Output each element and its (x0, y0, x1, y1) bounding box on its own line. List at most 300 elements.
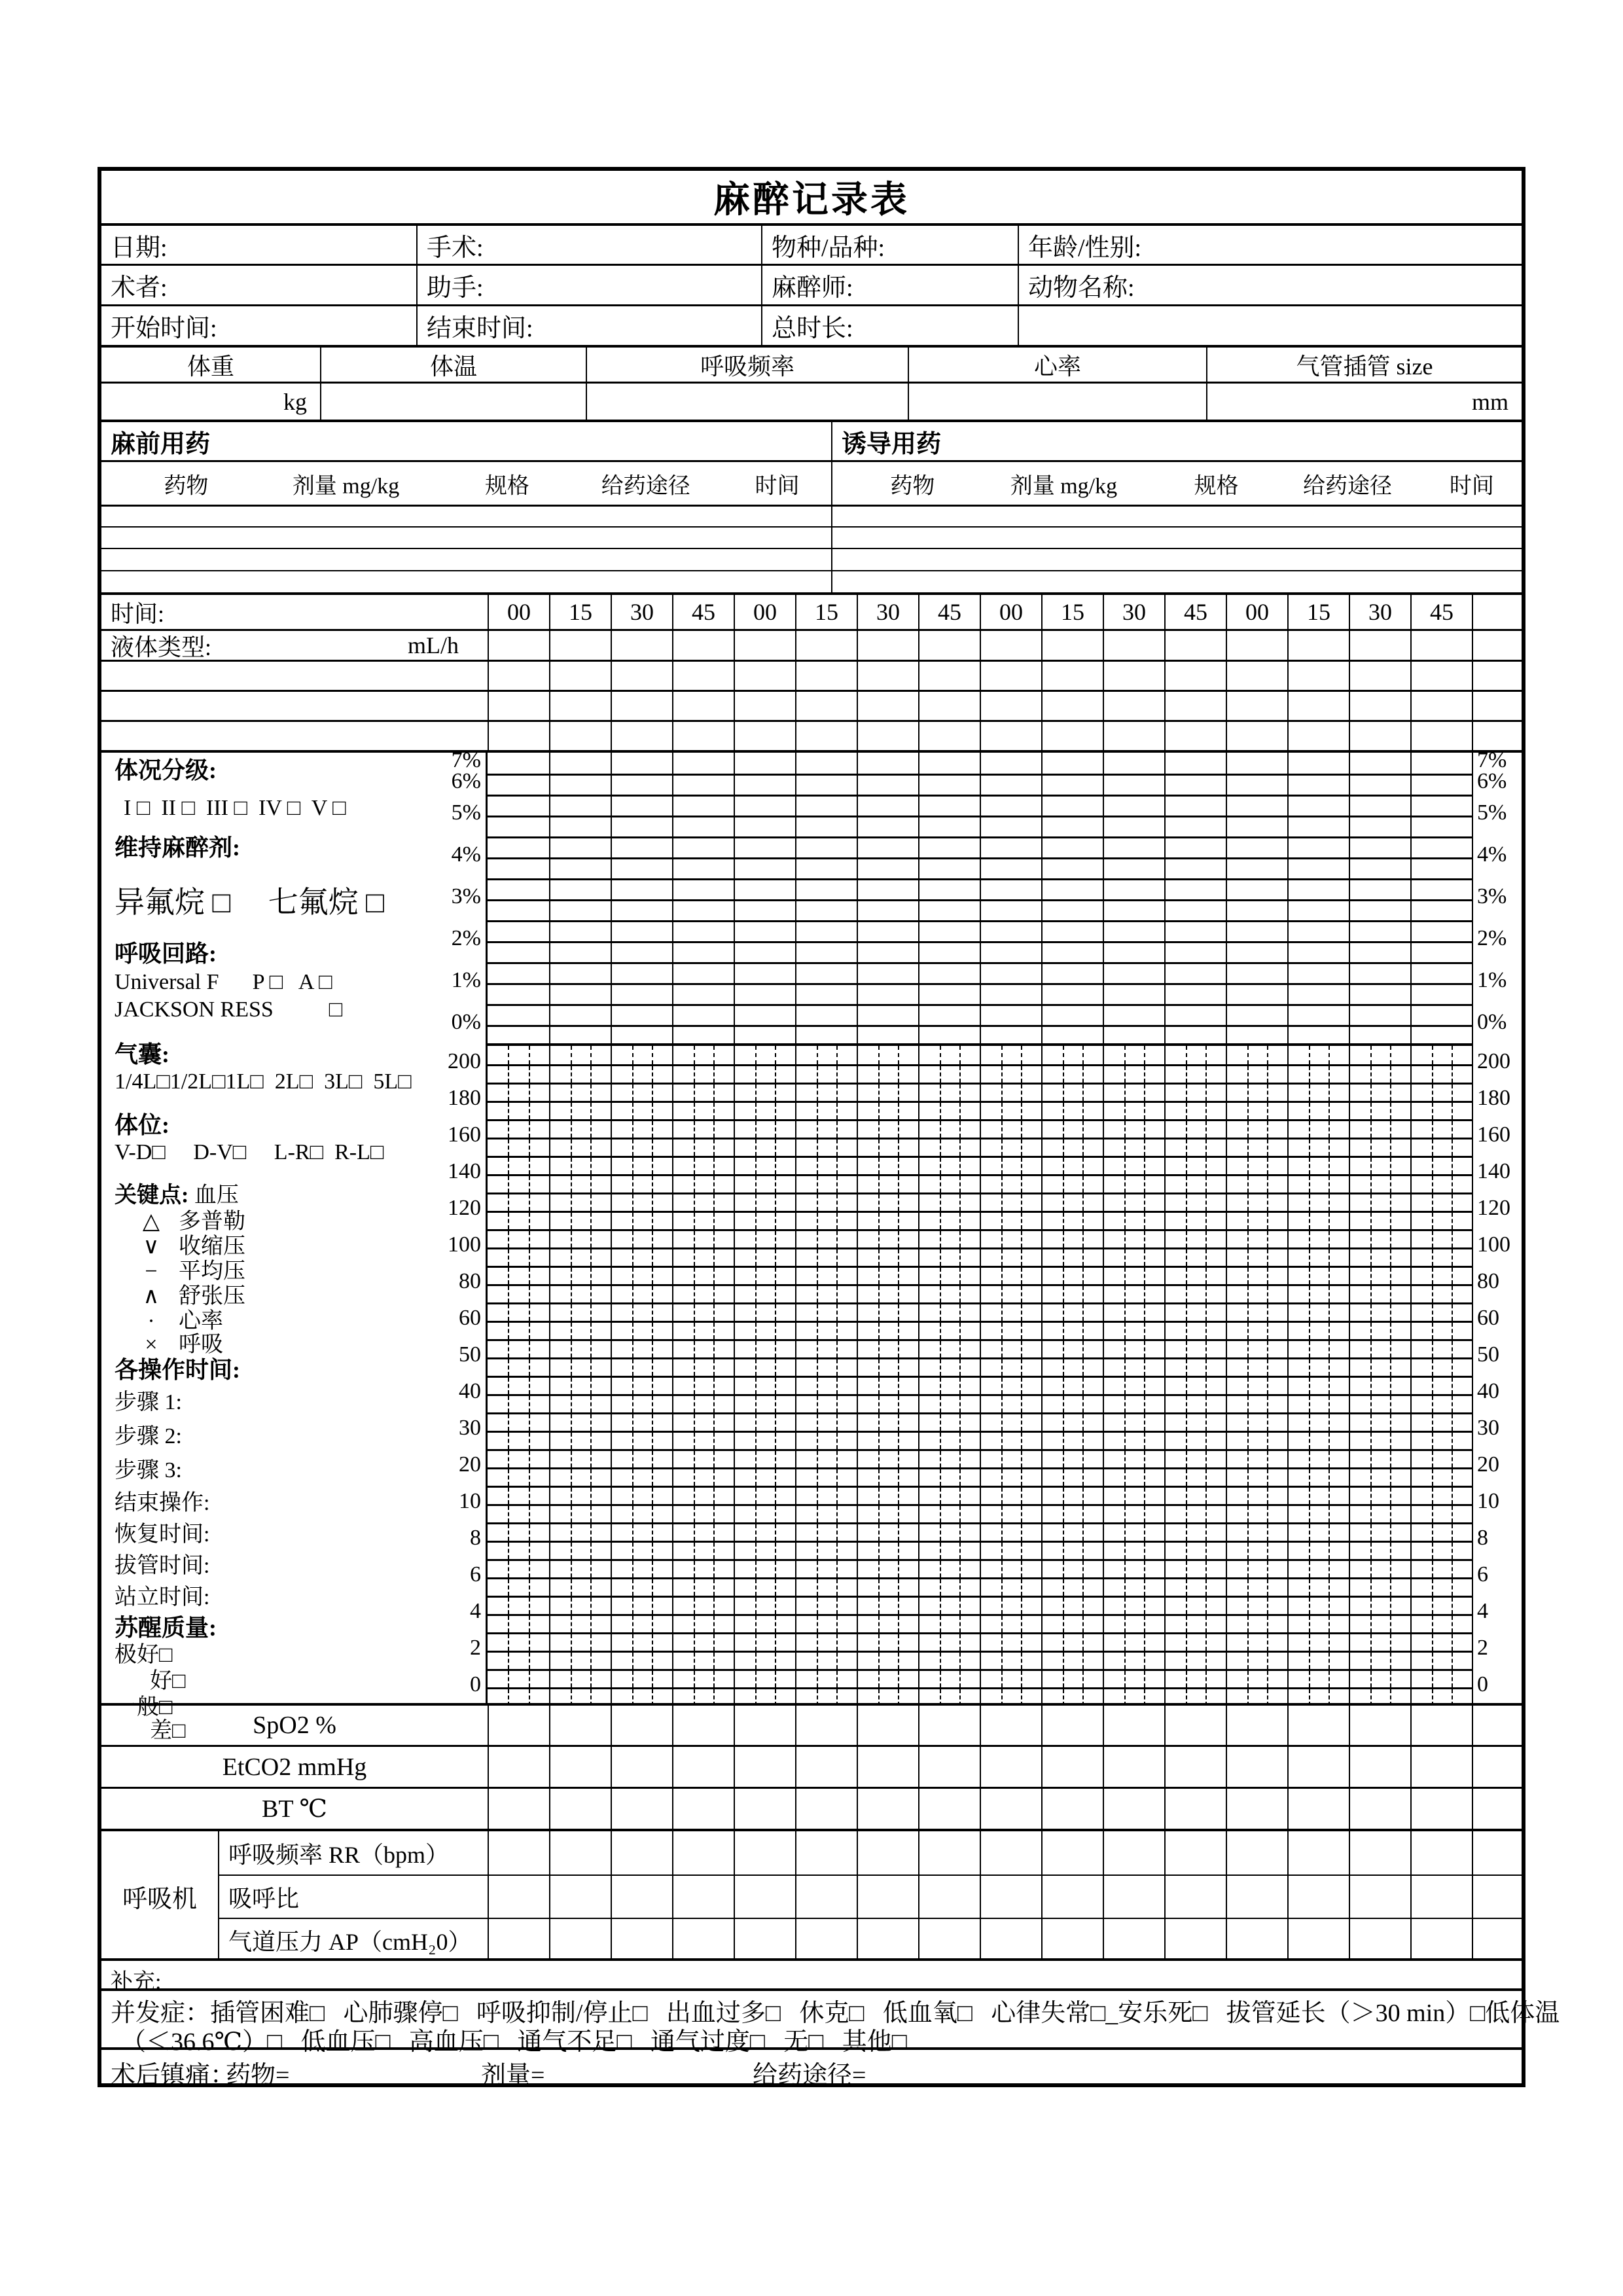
chart-grid-cell (857, 1431, 918, 1449)
weight-unit: kg (283, 388, 307, 415)
chart-grid-cell (918, 1632, 980, 1651)
chart-grid-cell (1164, 1211, 1226, 1229)
ventilator-value-cell (611, 1919, 672, 1961)
chart-grid-cell (980, 1357, 1041, 1376)
chart-grid-cell (1103, 1321, 1164, 1339)
monitor-value-cell (611, 1747, 672, 1787)
chart-grid-cell (1410, 1394, 1472, 1412)
chart-grid-cell (672, 857, 734, 878)
chart-grid-cell (1041, 1651, 1103, 1669)
chart-grid-cell (1103, 899, 1164, 920)
ventilator-value-cell (1349, 1919, 1410, 1961)
sidebar-item: 结束操作: (115, 1491, 210, 1515)
chart-grid-cell (857, 1577, 918, 1596)
row-tail-cell (1472, 595, 1522, 629)
chart-grid-cell (795, 1412, 857, 1431)
chart-grid-cell (611, 1449, 672, 1467)
chart-grid-cell (1164, 1522, 1226, 1541)
medication-entry-cell (101, 507, 831, 526)
chart-grid-cell (795, 1632, 857, 1651)
fluid-row-cell (488, 631, 549, 660)
chart-grid-cell (1349, 1284, 1410, 1302)
chart-grid-cell (1041, 795, 1103, 816)
medication-column-header-group (101, 462, 831, 505)
chart-grid-cell (857, 1357, 918, 1376)
chart-grid-cell (795, 1004, 857, 1025)
row-tail-cell (1472, 722, 1522, 750)
chart-grid-cell (980, 1486, 1041, 1504)
chart-grid-cell (488, 878, 549, 899)
fluid-blank-row-cell (734, 692, 795, 720)
ventilator-value-cell (734, 1919, 795, 1961)
medication-blank-row (101, 505, 1522, 526)
chart-grid-cell (1349, 1376, 1410, 1394)
chart-grid-cell (549, 920, 611, 941)
chart-grid-cell (980, 1541, 1041, 1559)
info-field (1018, 306, 1522, 345)
chart-grid-cell (549, 983, 611, 1004)
chart-grid-cell (1226, 1669, 1287, 1687)
legend-label: 平均压 (179, 1259, 245, 1283)
fluid-row-cell (1103, 631, 1164, 660)
ventilator-value-cell (1164, 1919, 1226, 1961)
chart-grid-cell (795, 1467, 857, 1486)
chart-grid-cell (1349, 1119, 1410, 1138)
fluid-blank-row-cell (1226, 662, 1287, 690)
monitor-value-cell (1226, 1747, 1287, 1787)
chart-grid-cell (857, 1211, 918, 1229)
numeric-scale-label-right: 2 (1477, 1636, 1488, 1660)
fluid-row-cell (672, 631, 734, 660)
chart-grid-cell (549, 1522, 611, 1541)
chart-grid-cell (1164, 1083, 1226, 1101)
monitor-row-label: SpO2 % (253, 1712, 336, 1739)
chart-grid-cell (918, 1229, 980, 1247)
chart-grid-cell (1287, 1156, 1349, 1174)
chart-grid-cell (1349, 878, 1410, 899)
ventilator-value-cell (1226, 1919, 1287, 1961)
chart-grid-cell (672, 1156, 734, 1174)
chart-grid-cell (734, 753, 795, 774)
numeric-scale-label-right: 200 (1477, 1049, 1510, 1073)
chart-grid-cell (857, 1156, 918, 1174)
time-row-cell: 30 (611, 595, 672, 629)
chart-grid-cell (1226, 1394, 1287, 1412)
chart-grid-cell (611, 1284, 672, 1302)
time-row-cell: 45 (1410, 595, 1472, 629)
info-field: 结束时间: (416, 306, 761, 345)
ventilator-value-cell (980, 1876, 1041, 1918)
ventilator-label: 呼吸机 (101, 1831, 219, 1961)
chart-grid-cell (1410, 1596, 1472, 1614)
chart-grid-cell (734, 1632, 795, 1651)
chart-grid-cell (1103, 1046, 1164, 1064)
legend-label: 收缩压 (179, 1234, 245, 1259)
monitor-value-cell (918, 1789, 980, 1829)
chart-grid-cell (857, 1632, 918, 1651)
chart-grid-cell (549, 1669, 611, 1687)
chart-grid-cell (1287, 1064, 1349, 1083)
chart-grid-cell (549, 1412, 611, 1431)
ventilator-value-cell (734, 1876, 795, 1918)
chart-grid-cell (611, 1004, 672, 1025)
medication-entry-cell (831, 571, 1522, 592)
chart-grid-cell (1041, 1046, 1103, 1064)
chart-grid-cell (795, 1486, 857, 1504)
percent-scale-label-left: 2% (451, 926, 481, 950)
chart-grid-cell (795, 1669, 857, 1687)
ventilator-value-cell (795, 1831, 857, 1874)
chart-grid-cell (1287, 774, 1349, 795)
chart-grid-cell (1164, 1467, 1226, 1486)
ventilator-value-cell (1041, 1876, 1103, 1918)
chart-grid-cell (1287, 899, 1349, 920)
chart-grid-cell (980, 816, 1041, 836)
ventilator-value-cell (1103, 1919, 1164, 1961)
chart-grid-cell (857, 1284, 918, 1302)
chart-grid-cell (795, 899, 857, 920)
chart-grid-cell (918, 1247, 980, 1266)
row-tail-cell (1472, 662, 1522, 690)
chart-grid-cell (1287, 857, 1349, 878)
chart-grid-cell (1226, 1431, 1287, 1449)
chart-grid-cell (857, 1669, 918, 1687)
chart-grid-cell (1041, 1284, 1103, 1302)
chart-grid-cell (1410, 1119, 1472, 1138)
chart-grid-cell (1287, 1083, 1349, 1101)
fluid-blank-row-cell (795, 722, 857, 750)
chart-grid-cell (1287, 1486, 1349, 1504)
chart-grid-cell (549, 1229, 611, 1247)
chart-grid-cell (795, 941, 857, 962)
numeric-scale-label-right: 50 (1477, 1342, 1499, 1367)
time-row-cell: 45 (1164, 595, 1226, 629)
chart-grid-cell (795, 1101, 857, 1119)
chart-grid-cell (488, 1101, 549, 1119)
chart-grid-cell (1287, 962, 1349, 983)
chart-grid-cell (1041, 857, 1103, 878)
chart-grid-cell (1226, 1119, 1287, 1138)
monitor-row (101, 1703, 1522, 1745)
chart-grid-cell (1410, 920, 1472, 941)
info-field: 总时长: (761, 306, 1018, 345)
chart-grid-cell (1410, 816, 1472, 836)
chart-grid-cell (1349, 1004, 1410, 1025)
numeric-scale-label-left: 2 (470, 1636, 481, 1660)
chart-grid-cell (1164, 1504, 1226, 1522)
chart-grid-cell (857, 1119, 918, 1138)
ventilator-value-cell (1103, 1831, 1164, 1874)
numeric-scale-label-left: 4 (470, 1599, 481, 1623)
form-title: 麻醉记录表 (713, 180, 910, 221)
medication-column-label: 规格 (1194, 474, 1239, 498)
percent-scale-label-left: 1% (451, 968, 481, 992)
percent-scale-label-left: 3% (451, 884, 481, 908)
chart-grid-cell (1410, 983, 1472, 1004)
chart-grid-cell (734, 1004, 795, 1025)
chart-grid-cell (1164, 1247, 1226, 1266)
medication-entry-cell (101, 549, 831, 570)
chart-grid-cell (1410, 1632, 1472, 1651)
monitor-row (101, 1787, 1522, 1829)
chart-grid-cell (1287, 1669, 1349, 1687)
chart-grid-cell (1041, 1412, 1103, 1431)
chart-grid-cell (549, 1596, 611, 1614)
chart-grid-cell (488, 753, 549, 774)
chart-grid-cell (488, 1156, 549, 1174)
percent-scale-label-left: 0% (451, 1010, 481, 1034)
fluid-blank-row-cell (918, 722, 980, 750)
chart-grid-cell (1349, 983, 1410, 1004)
chart-grid-cell (1349, 1247, 1410, 1266)
tube-unit: mm (1206, 384, 1522, 420)
chart-grid-cell (1287, 1321, 1349, 1339)
medication-section-title: 麻前用药 (111, 430, 211, 458)
chart-grid-cell (795, 1541, 857, 1559)
chart-grid-cell (857, 1449, 918, 1467)
monitor-value-cell (980, 1706, 1041, 1745)
chart-grid-cell (488, 816, 549, 836)
chart-grid-cell (1410, 836, 1472, 857)
chart-grid-cell (1410, 1083, 1472, 1101)
chart-grid-cell (549, 1339, 611, 1357)
chart-grid-cell (918, 1302, 980, 1321)
sidebar-item: 好□ (150, 1669, 186, 1693)
chart-grid-cell (1226, 1229, 1287, 1247)
chart-grid-cell (1349, 1339, 1410, 1357)
chart-grid-cell (795, 816, 857, 836)
chart-grid-cell (549, 1467, 611, 1486)
monitor-value-cell (795, 1789, 857, 1829)
chart-grid-cell (1103, 774, 1164, 795)
fluid-blank-row (101, 690, 1522, 720)
chart-grid-cell (918, 1614, 980, 1632)
chart-grid-cell (1349, 1302, 1410, 1321)
chart-grid-cell (918, 816, 980, 836)
chart-grid-cell (734, 1541, 795, 1559)
ventilator-value-cell (672, 1919, 734, 1961)
chart-grid-cell (1226, 1247, 1287, 1266)
chart-grid-cell (734, 1138, 795, 1156)
chart-grid-cell (1349, 836, 1410, 857)
chart-grid-cell (1349, 1541, 1410, 1559)
chart-grid-cell (1349, 1412, 1410, 1431)
vitals-chart-grid (488, 1043, 1472, 1703)
chart-grid-cell (1349, 1156, 1410, 1174)
fluid-blank-row-cell (918, 662, 980, 690)
chart-grid-cell (1410, 1229, 1472, 1247)
chart-grid-cell (980, 1193, 1041, 1211)
chart-grid-cell (857, 1247, 918, 1266)
numeric-scale-label-right: 160 (1477, 1122, 1510, 1147)
chart-grid-cell (1041, 1449, 1103, 1467)
chart-grid-cell (611, 1211, 672, 1229)
chart-grid-cell (734, 1651, 795, 1669)
monitor-row (101, 1745, 1522, 1787)
medication-columns-row (101, 460, 1522, 505)
chart-grid-cell (795, 1449, 857, 1467)
chart-grid-cell (1226, 1541, 1287, 1559)
fluid-blank-row-cell (488, 692, 549, 720)
chart-grid-cell (549, 1449, 611, 1467)
chart-grid-cell (918, 1211, 980, 1229)
chart-grid-cell (1103, 878, 1164, 899)
chart-grid-cell (1349, 1522, 1410, 1541)
chart-grid-cell (1041, 1064, 1103, 1083)
chart-grid-cell (488, 1138, 549, 1156)
chart-grid-cell (734, 1412, 795, 1431)
monitor-value-cell (734, 1747, 795, 1787)
chart-grid-cell (549, 795, 611, 816)
medication-entry-cell (831, 528, 1522, 548)
ventilator-value-cell (1410, 1876, 1472, 1918)
chart-grid-cell (857, 1467, 918, 1486)
ventilator-value-cell (857, 1919, 918, 1961)
chart-grid-cell (918, 1504, 980, 1522)
percent-scale-label-right: 7% (1477, 748, 1507, 772)
chart-grid-cell (1103, 1302, 1164, 1321)
chart-grid-cell (1164, 816, 1226, 836)
chart-grid-cell (672, 753, 734, 774)
chart-grid-cell (1164, 1284, 1226, 1302)
chart-grid-cell (918, 1119, 980, 1138)
chart-grid-cell (1287, 983, 1349, 1004)
chart-grid-cell (611, 983, 672, 1004)
fluid-row-cell (549, 631, 611, 660)
chart-grid-cell (1103, 1596, 1164, 1614)
chart-grid-cell (672, 1486, 734, 1504)
monitor-value-cell (1349, 1789, 1410, 1829)
chart-grid-cell (1410, 1559, 1472, 1577)
chart-grid-cell (1164, 1577, 1226, 1596)
ventilator-value-cell (1410, 1831, 1472, 1874)
medication-column-header-group (831, 462, 1523, 505)
chart-grid-cell (1041, 1669, 1103, 1687)
chart-grid-cell (795, 1339, 857, 1357)
monitor-value-cell (488, 1789, 549, 1829)
chart-grid-cell (980, 1596, 1041, 1614)
chart-grid-cell (549, 816, 611, 836)
chart-grid-cell (488, 1504, 549, 1522)
numeric-scale-label-left: 30 (459, 1416, 481, 1440)
medication-column-label: 规格 (484, 474, 529, 498)
chart-grid-cell (734, 1486, 795, 1504)
ventilator-value-cell (672, 1876, 734, 1918)
chart-grid-cell (857, 1266, 918, 1284)
chart-grid-cell (672, 1247, 734, 1266)
chart-grid-cell (857, 1486, 918, 1504)
chart-grid-cell (980, 878, 1041, 899)
chart-grid-cell (1164, 962, 1226, 983)
time-row-cell: 45 (918, 595, 980, 629)
medication-column-label: 剂量 mg/kg (1010, 474, 1118, 498)
chart-grid-cell (549, 753, 611, 774)
chart-grid-cell (1164, 1321, 1226, 1339)
chart-grid-cell (1103, 941, 1164, 962)
chart-grid-cell (1226, 1467, 1287, 1486)
chart-grid-cell (857, 920, 918, 941)
ventilator-row (219, 1918, 1522, 1961)
chart-grid-cell (734, 1467, 795, 1486)
chart-grid-cell (1164, 1119, 1226, 1138)
legend-symbol: · (147, 1309, 155, 1333)
fluid-blank-row-cell (1287, 722, 1349, 750)
chart-grid-cell (488, 1321, 549, 1339)
chart-grid-cell (1103, 1156, 1164, 1174)
chart-grid-cell (857, 1174, 918, 1193)
vitals-value (908, 384, 1206, 420)
chart-grid-cell (672, 1449, 734, 1467)
chart-grid-cell (1164, 941, 1226, 962)
medication-blank-row (101, 526, 1522, 548)
chart-grid-cell (1041, 1504, 1103, 1522)
chart-grid-cell (1164, 899, 1226, 920)
chart-grid-cell (1164, 857, 1226, 878)
chart-grid-cell (611, 1522, 672, 1541)
fluid-row-cell (1164, 631, 1226, 660)
chart-grid-cell (1287, 1101, 1349, 1119)
fluid-blank-row-cell (1349, 692, 1410, 720)
chart-grid-cell (1287, 1266, 1349, 1284)
chart-grid-cell (1226, 1004, 1287, 1025)
monitor-value-cell (1164, 1747, 1226, 1787)
chart-grid-cell (918, 1467, 980, 1486)
percent-scale-label-left: 6% (451, 769, 481, 793)
chart-grid-cell (795, 1174, 857, 1193)
fluid-row-cell (980, 631, 1041, 660)
chart-grid-cell (611, 1339, 672, 1357)
monitor-value-cell (1287, 1747, 1349, 1787)
ventilator-value-cell (734, 1831, 795, 1874)
chart-grid-cell (1103, 1064, 1164, 1083)
chart-grid-cell (549, 1247, 611, 1266)
chart-grid-cell (795, 795, 857, 816)
chart-grid-cell (672, 983, 734, 1004)
fluid-blank-row-cell (1226, 692, 1287, 720)
monitor-value-cell (1349, 1706, 1410, 1745)
chart-grid-cell (1164, 1357, 1226, 1376)
fluid-row-cell (1349, 631, 1410, 660)
chart-grid-cell (795, 1046, 857, 1064)
chart-grid-cell (549, 878, 611, 899)
time-row-cell: 00 (1226, 595, 1287, 629)
chart-grid-cell (795, 1247, 857, 1266)
chart-grid-cell (1164, 1449, 1226, 1467)
ventilator-value-cell (549, 1831, 611, 1874)
monitor-value-cell (1226, 1706, 1287, 1745)
chart-grid-cell (918, 1101, 980, 1119)
chart-grid-cell (1041, 1138, 1103, 1156)
ventilator-value-cell (1410, 1919, 1472, 1961)
chart-grid-cell (549, 1651, 611, 1669)
chart-grid-cell (1410, 1211, 1472, 1229)
chart-grid-cell (1164, 1394, 1226, 1412)
chart-grid-cell (1041, 1004, 1103, 1025)
chart-grid-cell (1349, 1596, 1410, 1614)
chart-grid-cell (918, 1156, 980, 1174)
monitor-value-cell (980, 1789, 1041, 1829)
chart-grid-cell (1226, 1321, 1287, 1339)
chart-grid-cell (549, 1119, 611, 1138)
chart-grid-cell (1349, 1577, 1410, 1596)
chart-grid-cell (1226, 795, 1287, 816)
medication-entry-cell (831, 549, 1522, 570)
monitor-value-cell (734, 1789, 795, 1829)
chart-grid-cell (1103, 1376, 1164, 1394)
chart-grid-cell (918, 1266, 980, 1284)
chart-grid-cell (549, 1559, 611, 1577)
chart-grid-cell (1410, 1577, 1472, 1596)
